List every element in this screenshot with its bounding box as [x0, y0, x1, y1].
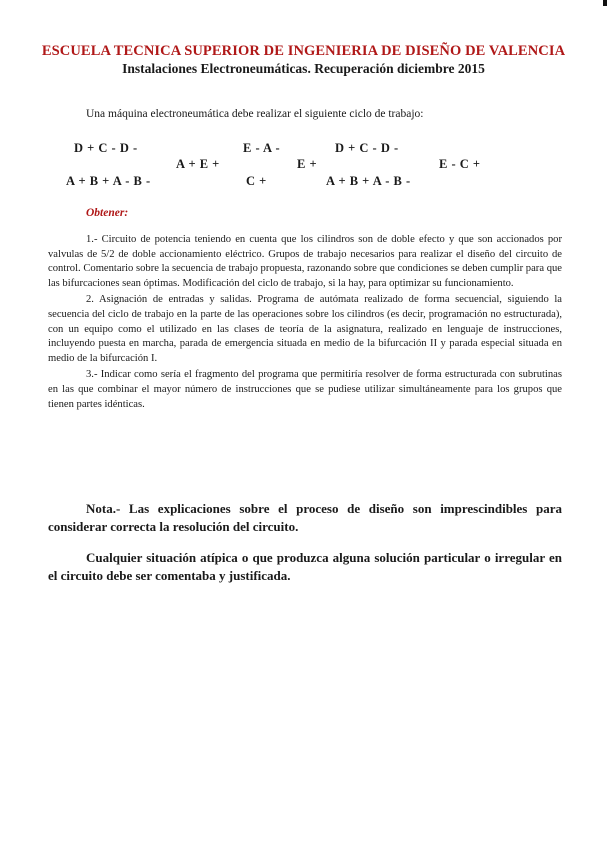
- school-title: ESCUELA TECNICA SUPERIOR DE INGENIERIA DE DISEÑO DE VALENCIA: [41, 43, 566, 59]
- sequence-group-1-top: D + C - D -: [74, 141, 138, 155]
- sequence-group-4: E +: [297, 157, 318, 171]
- task-item-3: 3.- Indicar como sería el fragmento del programa que permitiría resolver de forma estructurada con subrutinas en las que combinar el mayor número de instrucciones que se pudiese utilizar simultáneamente para los grupos que tienen partes idénticas.: [48, 369, 562, 410]
- sequence-group-5-top: D + C - D -: [335, 141, 399, 155]
- note-paragraph-2: Cualquier situación atípica o que produzca alguna solución particular o irregular en el circuito debe ser comentaba y justificada.: [48, 550, 562, 583]
- obtener-heading: Obtener:: [86, 207, 129, 219]
- sequence-group-2: A + E +: [176, 157, 220, 171]
- exam-subtitle: Instalaciones Electroneumáticas. Recuperación diciembre 2015: [122, 61, 485, 76]
- note-explanations: [48, 500, 562, 535]
- document-header: [0, 43, 607, 77]
- sequence-group-5-bottom: A + B + A - B -: [326, 174, 411, 188]
- intro-text: Una máquina electroneumática debe realizar el siguiente ciclo de trabajo:: [86, 108, 424, 120]
- note-paragraph-1: Nota.- Las explicaciones sobre el proceso de diseño son imprescindibles para considerar correcta la resolución del circuito.: [48, 501, 562, 534]
- sequence-group-3-top: E - A -: [243, 141, 281, 155]
- task-list: [48, 233, 562, 414]
- task-item-2: 2. Asignación de entradas y salidas. Programa de autómata realizado de forma secuencial, siguiendo la secuencia del ciclo de trabajo en la parte de las operaciones sobre los cilindros (es decir, programación no estructurada), con un equipo como el utilizado en las clases de teoría de la asignatura, realizado en lenguaje de instrucciones, incluyendo puesta en marcha, parada de emergencia situada en medio de la bifurcación II y parada especial situada en medio de la bifurcación I.: [48, 294, 562, 364]
- sequence-group-1-bottom: A + B + A - B -: [66, 174, 151, 188]
- corner-mark: [603, 0, 607, 6]
- note-atypical: [48, 549, 562, 584]
- task-item-1: 1.- Circuito de potencia teniendo en cuenta que los cilindros son de doble efecto y que son accionados por valvulas de 5/2 de doble accionamiento eléctrico. Grupos de trabajo necesarios para realizar el diseño del circuito de control. Comentario sobre la secuencia de trabajo propuesta, razonando sobre que condiciones se deben cumplir para que las bifurcaciones sean óptimas. Modificación del ciclo de trabajo, si la hay, para optimizar su funcionamiento.: [48, 234, 562, 289]
- sequence-group-6: E - C +: [439, 157, 481, 171]
- sequence-group-3-bottom: C +: [246, 174, 267, 188]
